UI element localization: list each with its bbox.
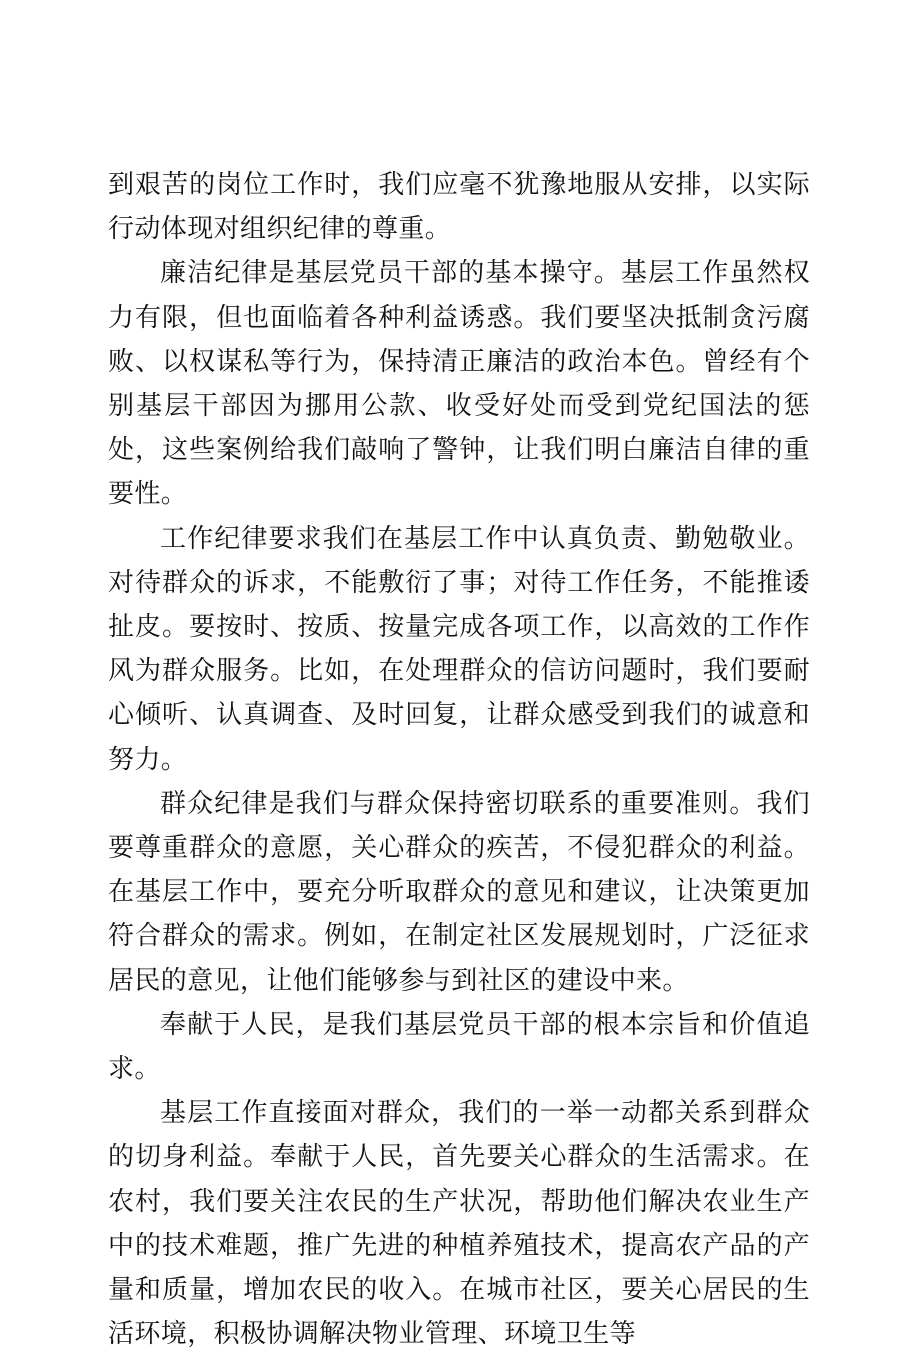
paragraph-3: 工作纪律要求我们在基层工作中认真负责、勤勉敬业。对待群众的诉求，不能敷衍了事；对待工作任务，不能推诿扯皮。要按时、按质、按量完成各项工作，以高效的工作作风为群众服务。比如，在处理群众的信访问题时，我们要耐心倾听、认真调查、及时回复，让群众感受到我们的诚意和努力。 <box>108 523 810 775</box>
paragraph-4: 群众纪律是我们与群众保持密切联系的重要准则。我们要尊重群众的意愿，关心群众的疾苦，不侵犯群众的利益。在基层工作中，要充分听取群众的意见和建议，让决策更加符合群众的需求。例如，在制定社区发展规划时，广泛征求居民的意见，让他们能够参与到社区的建设中来。 <box>108 788 810 996</box>
document-body <box>108 163 810 1356</box>
paragraph-1: 到艰苦的岗位工作时，我们应毫不犹豫地服从安排，以实际行动体现对组织纪律的尊重。 <box>108 170 810 245</box>
paragraph-5: 奉献于人民，是我们基层党员干部的根本宗旨和价值追求。 <box>108 1009 810 1085</box>
paragraph-6: 基层工作直接面对群众，我们的一举一动都关系到群众的切身利益。奉献于人民，首先要关心群众的生活需求。在农村，我们要关注农民的生产状况，帮助他们解决农业生产中的技术难题，推广先进的种植养殖技术，提高农产品的产量和质量，增加农民的收入。在城市社区，要关心居民的生活环境，积极协调解决物业管理、环境卫生等 <box>108 1098 810 1350</box>
paragraph-2: 廉洁纪律是基层党员干部的基本操守。基层工作虽然权力有限，但也面临着各种利益诱惑。我们要坚决抵制贪污腐败、以权谋私等行为，保持清正廉洁的政治本色。曾经有个别基层干部因为挪用公款、收受好处而受到党纪国法的惩处，这些案例给我们敲响了警钟，让我们明白廉洁自律的重要性。 <box>108 258 810 510</box>
